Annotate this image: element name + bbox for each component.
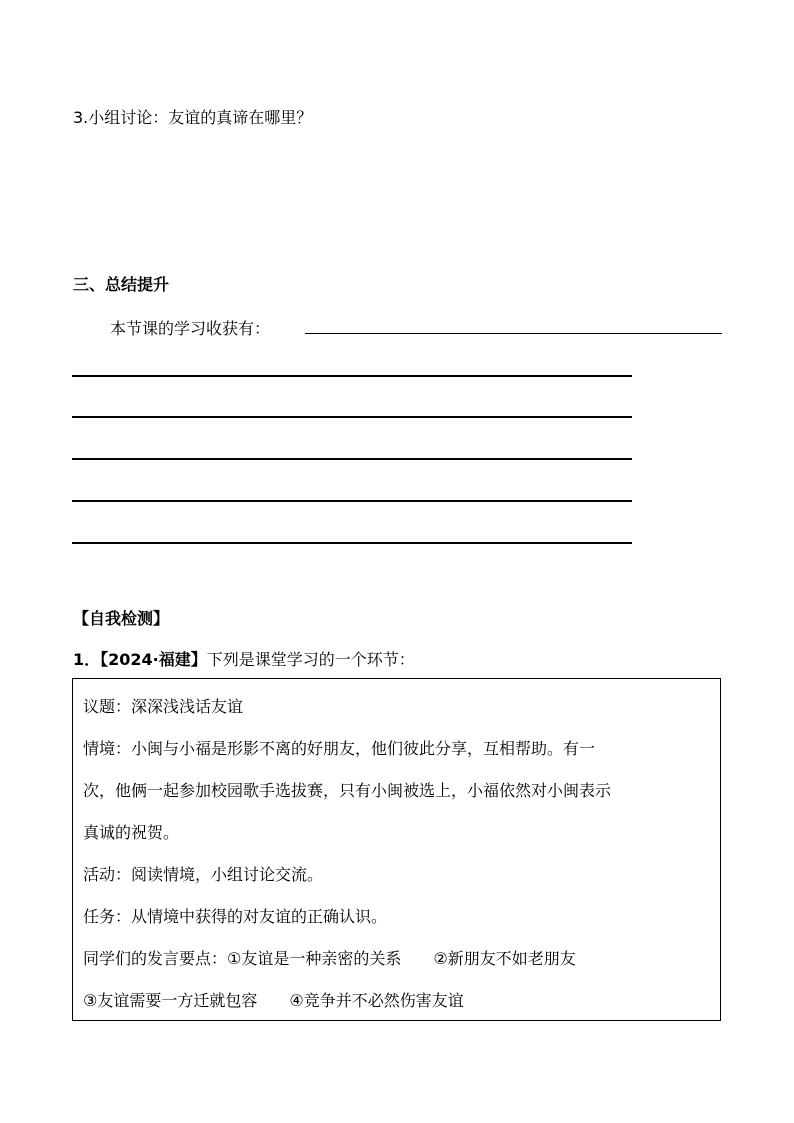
learning-gains-answer-line (305, 333, 722, 334)
box-task: 任务：从情境中获得的对友谊的正确认识。 (83, 907, 388, 926)
question-1-number: 1． (73, 650, 101, 669)
learning-gains-label: 本节课的学习收获有： (110, 319, 271, 338)
question-3-discussion: 3.小组讨论：友谊的真谛在哪里？ (73, 108, 313, 127)
box-topic: 议题：深深浅浅话友谊 (83, 697, 244, 716)
section-title-summary: 三、总结提升 (73, 275, 170, 294)
box-scenario-line-1: 情境：小闽与小福是形影不离的好朋友，他们彼此分享，互相帮助。有一 (83, 739, 596, 758)
self-check-title: 【自我检测】 (73, 609, 170, 628)
answer-line (72, 500, 632, 502)
answer-line (72, 416, 632, 418)
scenario-box (72, 678, 721, 1021)
point-3: ③友谊需要一方迁就包容 (83, 991, 258, 1010)
question-1 (73, 647, 415, 670)
box-scenario-line-2: 次，他俩一起参加校园歌手选拔赛，只有小闽被选上，小福依然对小闽表示 (83, 781, 612, 800)
question-1-text: 下列是课堂学习的一个环节： (206, 650, 415, 669)
points-label: 同学们的发言要点： (83, 949, 228, 968)
answer-line (72, 458, 632, 460)
point-1: ①友谊是一种亲密的关系 (227, 949, 402, 968)
box-points-row-2 (83, 988, 464, 1011)
box-scenario-line-3: 真诚的祝贺。 (83, 823, 180, 842)
point-4: ④竞争并不必然伤害友谊 (289, 991, 464, 1010)
answer-line (72, 542, 632, 544)
answer-line (72, 375, 632, 377)
point-2: ②新朋友不如老朋友 (433, 949, 576, 968)
box-points-row-1 (83, 946, 576, 969)
question-1-source: 【2024·福建】 (100, 650, 207, 669)
box-activity: 活动：阅读情境，小组讨论交流。 (83, 865, 324, 884)
